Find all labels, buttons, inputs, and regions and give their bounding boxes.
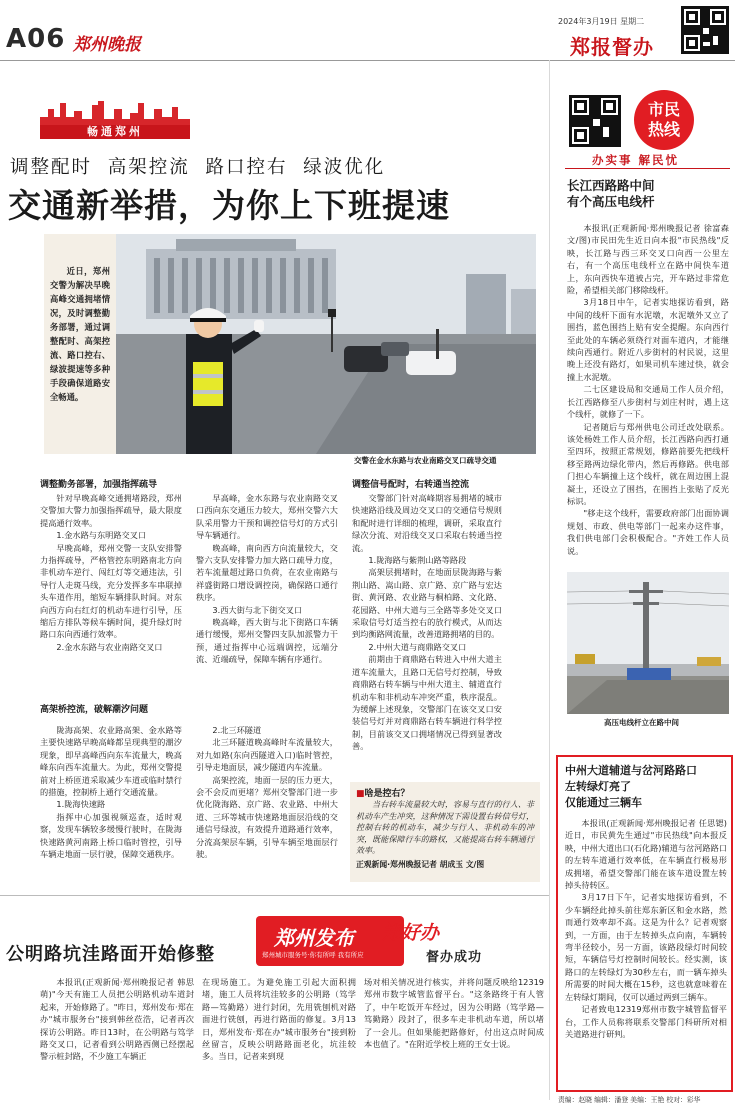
s2-p2: 1.陇海快速路 bbox=[56, 799, 106, 810]
ad-title: 郑州发布 bbox=[274, 926, 354, 950]
bottom-title: 公明路坑洼路面开始修整 bbox=[6, 944, 215, 965]
s3-p4: 2.中州大道与商鼎路交叉口 bbox=[368, 641, 467, 652]
section3-heading: 调整信号配时，右转通当控流 bbox=[352, 480, 470, 490]
s1-p4: 2.金水东路与农业南路交叉口 bbox=[56, 641, 163, 652]
st1-p5: "移走这个线杆，需要政府部门出面协调规划、市政、供电等部门一起来办这件事，我们供电部门会积极配合。"齐姓工作人员说。 bbox=[567, 508, 729, 556]
s3-p3: 高架层拥堵时，在地面层陇海路与紫荆山路、嵩山路、京广路、京广路与宏达街、黄河路、农业路与桐柏路、文化路、花园路、中州大道与三全路等多处交叉口采取信号灯适当控右的放行模式，从而达到均衡路网流量，改善道路拥堵的目的。 bbox=[352, 567, 502, 640]
section1-col2 bbox=[196, 492, 338, 666]
section2-body bbox=[40, 724, 182, 860]
banner-bar bbox=[40, 125, 190, 139]
s1c2-p2: 晚高峰，南向西方向流量较大，交警六支队安排警力加大路口疏导力度，若车流量超过路口负荷，在农业南路与祥盛街路口增设调控岗，确保路口通行秩序。 bbox=[196, 542, 338, 603]
st2-p3: 记者致电12319郑州市数字城管监督平台，工作人员称将联系交警部门科研所对相关道路进行研判。 bbox=[565, 1004, 727, 1039]
bottom-col3 bbox=[364, 976, 544, 1050]
pole-photo-caption: 高压电线杆立在路中间 bbox=[604, 718, 679, 727]
slogan-rule bbox=[565, 168, 730, 169]
s1-p3: 早晚高峰，郑州交警一支队安排警力指挥疏导，严格管控东明路南北方向非机动车逆行、闯红灯等交通违法，引导行人走斑马线，充分发挥多车串联掉头车道作用，缩短车辆排队时间。对东向西方向右红灯的机动车进行引导，压缩后方排队等候车辆时间，提升绿灯时路口东向西通行效率。 bbox=[40, 542, 182, 640]
st2-p2: 3月17日下午，记者实地探访看到，不少车辆经此掉头前往郑东新区和金水路，然而通行效率却不高。这是为什么？记者观察到，一方面，由于左转掉头点向南，车辆转弯半径较小，另一方面，该路段绿灯时间较短，车辆信号灯控制时间较长。经实测，该路口的左转绿灯为30秒左右，而一辆车掉头所需要的时间大概在15秒，这也就意味着在左转绿灯期间，仅可以通过两到三辆车。 bbox=[565, 892, 727, 1002]
page-number: A06 bbox=[6, 24, 66, 54]
hotline-slogan: 办实事 解民忧 bbox=[592, 153, 680, 167]
feature-subtitle: 调整配时 高架控流 路口控右 绿波优化 bbox=[10, 157, 386, 178]
paper-logo: 郑州晚报 bbox=[73, 35, 141, 55]
note-box bbox=[350, 782, 540, 882]
s3-p2: 1.陇海路与紫荆山路等路段 bbox=[368, 555, 467, 566]
st2-p1: 本报讯(正观新闻·郑州晚报记者 任思锶)近日，市民黄先生通过"市民热线"向本报反映，中州大道出口(石化路)辅道与岔河路路口的左转车道通行效率低，在车辆直行极易形成拥堵，希望交警部门能在该车道设置左转掉头待转区。 bbox=[565, 818, 727, 891]
feature-title: 交通新举措，为你上下班提速 bbox=[8, 186, 450, 225]
issue-date: 2024年3月19日 星期二 bbox=[558, 17, 645, 26]
s1-p2: 1.金水路与东明路交叉口 bbox=[56, 530, 147, 541]
section3-body bbox=[352, 492, 502, 753]
section1-body bbox=[40, 492, 182, 653]
bottom-col3-text: 场对相关情况进行核实，并将问题反映给12319郑州市数字城管监督平台。"这条路终于有人管了，中午吃饭开车经过，因为公明路（笃学路—笃勤路）段封了，很多车走非机动车道，所以堵了一会儿。但如果能把路修好，付出这点时间成本也值了。"在附近学校上班的王女士说。 bbox=[364, 977, 544, 1050]
s1-p1: 针对早晚高峰交通拥堵路段，郑州交警加大警力加强指挥疏导，最大限度提高通行效率。 bbox=[40, 493, 182, 528]
st1-p4: 记者随后与郑州供电公司迁改处联系。该处杨姓工作人员介绍，长江西路向西打通至四环，按照正常规划，修路前要先把线杆移至路两边绿化带内，然后再修路。供电部门担心车辆撞上这个线杆，就在周边围上混凝土，还设立了围挡，在围挡上张贴了反光标识。 bbox=[567, 421, 729, 506]
section-title: 郑报督办 bbox=[570, 35, 654, 59]
s2-p1: 陇海高架、农业路高架、金水路等主要快速路早晚高峰都呈现典型的潮汐现象，即早高峰西向东车流量大，晚高峰东向西车流量大。为此，郑州交警提前对上桥匝道采取减少车道或临时禁行的措施，控制桥上通行交通流量。 bbox=[40, 725, 182, 798]
lede-box bbox=[44, 234, 116, 454]
bottom-col2 bbox=[202, 976, 356, 1063]
power-pole-photo bbox=[567, 572, 729, 714]
bottom-col1 bbox=[40, 976, 194, 1063]
section1-heading: 调整勤务部署，加强指挥疏导 bbox=[40, 480, 158, 490]
ad-badge: 郑好办 bbox=[382, 922, 440, 944]
s2c2-p1: 2.北三环隧道 bbox=[212, 725, 262, 735]
section2-col2 bbox=[196, 724, 338, 860]
s2c2-p3: 高架控流，地面一层的压力更大，会不会反而更堵？郑州交警部门进一步优化陇海路、京广路、农业路、中州大道、三环等城市快速路地面层沿线的交通信号绿波，有效提升道路通行效率，分流高架层车辆，引导车辆至地面层行驶。 bbox=[196, 774, 338, 860]
bottom-col1-text: 本报讯(正观新闻·郑州晚报记者 韩思萌)"今天有施工人员把公明路机动车道封起来，开始修路了。"昨日，郑州发布·郑在办"城市服务台"接到韩丝莅浩，记者再次探访公明路。昨日13时，在公明路与笃学路交叉口，记者看到公明路西侧已经摆起警示桩封路，不少施工车辆正 bbox=[40, 977, 194, 1062]
lede-text: 近日，郑州交警为解决早晚高峰交通拥堵情况，及时调整勤务部署，通过调整配时、高架控流、路口控右、绿波提速等多种手段确保道路安全畅通。 bbox=[50, 266, 110, 402]
note-heading: ■啥是控右？ bbox=[356, 789, 410, 799]
qr-code-icon bbox=[681, 6, 729, 54]
st1-p1: 本报讯(正观新闻·郑州晚报记者 徐富森 文/图)市民田先生近日向本报"市民热线"反映，长江路与西三环交叉口向西一公里左右，有一个高压电线杆立在路中间快车道上，东向西快车道被占完，开车路过非常危险，希望相关部门移除线杆。 bbox=[567, 223, 729, 296]
hotline-logo: 市民热线 bbox=[634, 90, 694, 150]
ad-tail: 督办成功 bbox=[426, 950, 483, 965]
story2-title: 中州大道辅道与岔河路路口 左转绿灯亮了 仅能通过三辆车 bbox=[565, 764, 697, 809]
note-text: 当右转车流量较大时，容易与直行的行人、非机动车产生冲突，这种情况下需设置右转信号灯，控制右转的机动车，减少与行人、非机动车的冲突，既能保障行车的路权，又能提高右转车辆通行效率。 bbox=[356, 800, 534, 855]
banner-cityscape-icon bbox=[40, 97, 190, 127]
banner-text: 畅通郑州 bbox=[87, 125, 143, 138]
story1-title: 长江西路路中间 有个高压电线杆 bbox=[567, 178, 655, 209]
photo-caption: 交警在金水东路与农业南路交叉口疏导交通 bbox=[354, 456, 497, 465]
footer-credits: 责编：赵晓 编辑：潘登 美编：王艳 校对：彩华 bbox=[558, 1096, 701, 1104]
s3-p5: 前期由于商鼎路右转进入中州大道主道车流量大，且路口无信号灯控制，导致商鼎路右转车辆与中州大道主、辅道直行机动车和非机动车冲突严重，秩序混乱。为缓解上述现象，交警部门在该交叉口安装信号灯并对商鼎路右转车辆进行科学控制，目前该交叉口拥堵情况已得到显著改善。 bbox=[352, 654, 502, 752]
s1c2-p1: 早高峰，金水东路与农业南路交叉口西向东交通压力较大，郑州交警六大队采用警力干预和调控信号灯的方式引导车辆通行。 bbox=[196, 493, 338, 541]
bottom-col2-text: 在现场施工。为避免施工引起大面积拥堵，施工人员将坑洼较多的公明路（笃学路—笃勤路）进行封闭，先用铣刨机对路面进行铣刨，再进行路面的修复。3月13日，郑州发布·郑在办"城市服务台"接到粉丝留言，反映公明路路面老化，坑洼较多。当日，记者来到现 bbox=[202, 977, 356, 1062]
s2c2-p2: 北三环隧道晚高峰时车流量较大，对九如路(东向西隧道入口)临时管控，引导走地面层，减少隧道内车流量。 bbox=[196, 737, 338, 773]
s1c2-p3: 3.西大街与北下街交叉口 bbox=[212, 604, 303, 615]
s3-p1: 交警部门针对高峰期容易拥堵的城市快速路沿线及周边交叉口的交通信号规则和配时进行详细的梳理，调研，采取直行绿次分流、对沿线交叉口采取右转通当控流。 bbox=[352, 493, 502, 553]
story1-body bbox=[567, 222, 729, 557]
story2-body bbox=[565, 817, 727, 1040]
section2-heading: 高架桥控流，破解潮汐问题 bbox=[40, 705, 149, 715]
ad-subtitle: 郑州城市服务号·你有所呼 我有所应 bbox=[262, 951, 364, 959]
note-byline: 正观新闻·郑州晚报记者 胡成玉 文/图 bbox=[356, 859, 485, 869]
st1-p2: 3月18日中午，记者实地探访看到，路中间的线杆下面有水泥墩，水泥墩外又立了围挡，蓝色围挡上贴有安全提醒。东向西行至此处的车辆必须绕行对面车道内，才能继续向西通行。附近八步街村的村民说，这里晚上还没有路灯，如果司机车速过快，就会撞上水泥墩。 bbox=[567, 297, 729, 382]
s1c2-p4: 晚高峰，西大街与北下街路口车辆通行缓慢，郑州交警四支队加派警力干预，通过指挥中心远端调控，远端分流、近端疏导，保障车辆有序通行。 bbox=[196, 617, 338, 665]
s2-p3: 指挥中心加强视频巡查，适时观察，发现车辆较多缓慢行驶时，在陇海快速路黄河南路上桥口临时管控，引导车辆走地面一层行驶，保障交通秩序。 bbox=[40, 811, 182, 860]
traffic-police-photo bbox=[116, 234, 536, 454]
hotline-qr-icon bbox=[569, 95, 621, 147]
st1-p3: 二七区建设局和交通局工作人员介绍，长江西路修至八步街村与刘庄村时，遇上这个线杆，就修了一下。 bbox=[567, 384, 729, 420]
